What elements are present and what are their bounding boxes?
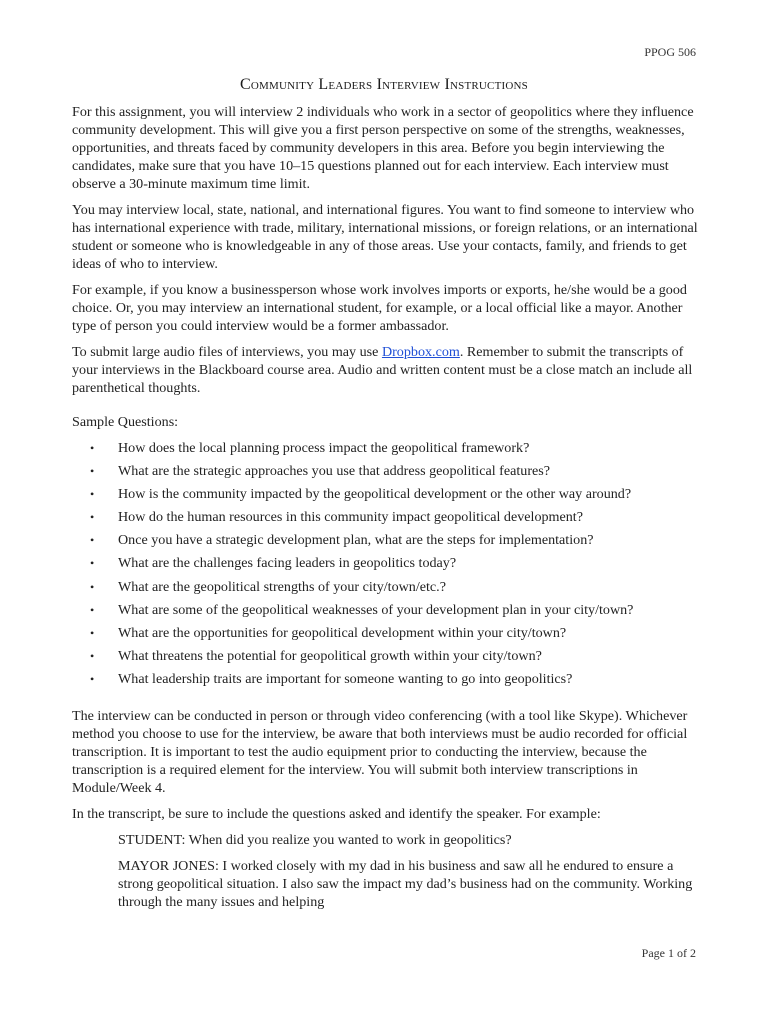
conducting-paragraph: The interview can be conducted in person or through video conferencing (with a tool like Skype). Whichever method you choose to use for the interview, be aware that both interviews must be audio recorded for official transcription. It is important to test the audio equipment prior to conducting the interview, because the transcription is a required element for the interview. You will submit both interview transcriptions in Module/Week 4.	[72, 708, 688, 797]
transcript-example	[118, 831, 698, 911]
question-item	[72, 485, 698, 508]
question-text: How do the human resources in this community impact geopolitical development?	[118, 509, 583, 526]
question-text: How does the local planning process impact the geopolitical framework?	[118, 440, 530, 456]
page-number: Page 1 of 2	[641, 946, 696, 960]
bullet-icon: •	[90, 533, 95, 548]
submit-text-before: To submit large audio files of interviews, you may use	[72, 344, 382, 360]
question-item	[72, 670, 698, 693]
question-text: What are the strategic approaches you use that address geopolitical features?	[118, 463, 551, 480]
question-item	[72, 554, 698, 577]
question-item	[72, 647, 698, 670]
bullet-icon: •	[90, 671, 95, 686]
bullet-icon: •	[90, 510, 95, 525]
sample-questions-heading: Sample Questions:	[72, 414, 179, 430]
question-item	[72, 462, 698, 485]
interviewee-paragraph: You may interview local, state, national, and international figures. You want to find someone to interview who has international experience with trade, military, international missions, or foreign relations, or an international student or someone who is knowledgeable in any of those areas. Use your contacts, family, and friends to get ideas of who to interview.	[72, 202, 698, 272]
question-text: What are the opportunities for geopolitical development within your city/town?	[118, 624, 567, 641]
bullet-icon: •	[90, 556, 95, 571]
question-item	[72, 531, 698, 554]
page-title: Community Leaders Interview Instructions	[240, 76, 528, 93]
transcript-student-line: STUDENT: When did you realize you wanted to work in geopolitics?	[118, 832, 512, 849]
bullet-icon: •	[90, 487, 95, 502]
question-text: What threatens the potential for geopolitical growth within your city/town?	[118, 647, 542, 664]
bullet-icon: •	[90, 625, 95, 640]
course-code: PPOG 506	[644, 45, 696, 59]
question-text: What are the geopolitical strengths of your city/town/etc.?	[118, 578, 446, 595]
question-text: What are the challenges facing leaders in geopolitics today?	[118, 555, 457, 572]
question-text: How is the community impacted by the geopolitical development or the other way around?	[118, 486, 632, 503]
question-item	[72, 439, 698, 462]
question-item	[72, 624, 698, 647]
question-text: Once you have a strategic development plan, what are the steps for implementation?	[118, 532, 594, 549]
question-item	[72, 578, 698, 601]
sample-questions-list	[72, 439, 698, 693]
question-item	[72, 508, 698, 531]
dropbox-link[interactable]: Dropbox.com	[381, 344, 460, 360]
intro-paragraph: For this assignment, you will interview 2 individuals who work in a sector of geopolitics where they influence community development. This will give you a first person perspective on some of the strengths, weaknesses, opportunities, and threats faced by community developers in this area. Before you begin interviewing the candidates, make sure that you have 10–15 questions planned out for each interview. Each interview must observe a 30-minute maximum time limit.	[72, 104, 694, 192]
question-text: What are some of the geopolitical weaknesses of your development plan in your city/town?	[118, 601, 634, 618]
bullet-icon: •	[90, 602, 95, 617]
transcript-intro: In the transcript, be sure to include the questions asked and identify the speaker. For example:	[72, 806, 601, 823]
bullet-icon: •	[90, 579, 95, 594]
submit-text-after: . Remember to submit the transcripts of your interviews in the Blackboard course area. Audio and written content must be a close match an include all parenthetical thoughts.	[72, 344, 693, 396]
bullet-icon: •	[90, 464, 95, 479]
document-body	[72, 103, 698, 919]
question-item	[72, 601, 698, 624]
submit-paragraph	[72, 343, 698, 397]
transcript-mayor-line: MAYOR JONES: I worked closely with my dad in his business and saw all he endured to ensure a strong geopolitical situation. I also saw the impact my dad’s business had on the community. Working through the many issues and helping	[118, 858, 693, 911]
bullet-icon: •	[90, 648, 95, 663]
example-paragraph: For example, if you know a businessperson whose work involves imports or exports, he/she would be a good choice. Or, you may interview an international student, for example, or a local official like a mayor. Another type of person you could interview would be a former ambassador.	[72, 282, 687, 334]
question-text: What leadership traits are important for someone wanting to go into geopolitics?	[118, 670, 573, 687]
bullet-icon: •	[90, 441, 95, 455]
